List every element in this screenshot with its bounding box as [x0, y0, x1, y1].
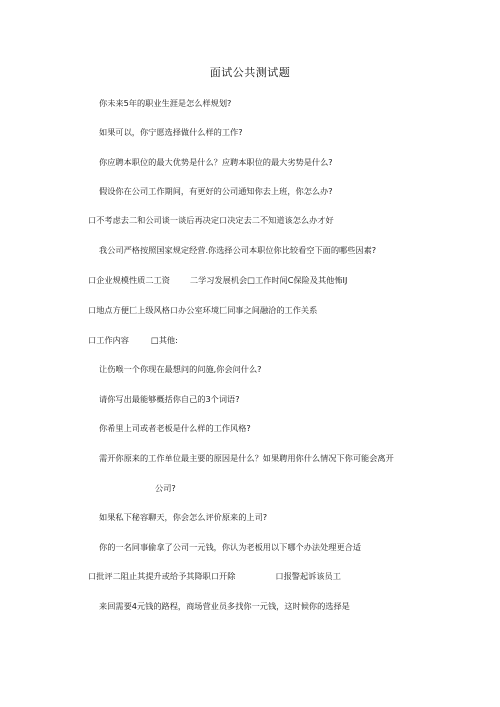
options-factors-row2: 口地点方便匚上级风格口办公室环境匚同事之间融洽的工作关系	[88, 305, 318, 315]
option-job-content: 口工作内容	[88, 335, 129, 345]
question-better-offer: 假设你在公司工作期间，有更好的公司通知你去上班，你怎么办?	[99, 186, 333, 196]
question-colleague-theft: 你的一名同事偷拿了公司一元钱，你认为老板用以下哪个办法处理更合适	[99, 542, 362, 552]
question-preferred-work: 如果可以，你宁愿选择做什么样的工作?	[99, 127, 243, 137]
question-ask: 让伤喉一个你现在最想问的问施,你会问什么?	[99, 364, 262, 374]
option-report-police: 口报警起诉该员工	[275, 571, 341, 581]
question-strengths-weaknesses: 你应聘本职位的最大优势是什么？应聘本职位的最大劣势是什么?	[99, 157, 333, 167]
question-extra-change: 来回需要4元钱的路程，商场营业员多找你一元钱，这时候你的选择是	[99, 601, 350, 611]
question-three-words: 请你写出最能够概括你自己的3个词语?	[99, 394, 240, 404]
question-leave-reason: 需开你原来的工作单位最主要的原因是什么？如果聘用你什么情况下你可能会离开	[99, 453, 394, 463]
options-factors-row3	[88, 335, 178, 346]
question-evaluate-boss: 如果私下秘容聊天，你会怎么评价原来的上司?	[99, 512, 268, 522]
question-leave-reason-cont: 公司?	[155, 483, 176, 493]
question-career-plan: 你未来5年的职业生涯是怎么样规划?	[99, 98, 232, 108]
document-title: 面试公共测试题	[209, 66, 291, 79]
option-criticize: 口批评二阻止其提升或给予其降职口开除	[88, 571, 236, 581]
options-colleague-theft	[88, 571, 341, 582]
option-learning-development: 二学习发展机会□工作时间C保险及其他怖IJ	[189, 275, 348, 285]
option-other: □其他:	[150, 335, 178, 345]
question-boss-style: 你希里上司或者老板是什么样的工作风格?	[99, 423, 251, 433]
options-better-offer: 口不考虑去二和公司谈一谈后再决定口决定去二不知道该怎么办才好	[88, 215, 334, 225]
options-factors-row1	[88, 275, 347, 286]
option-company-scale: 口企业规模性质二工资	[88, 275, 170, 285]
question-factors: 我公司严格按照国家规定经营.你选择公司本职位你比较看空下面的哪些因素?	[99, 245, 377, 255]
